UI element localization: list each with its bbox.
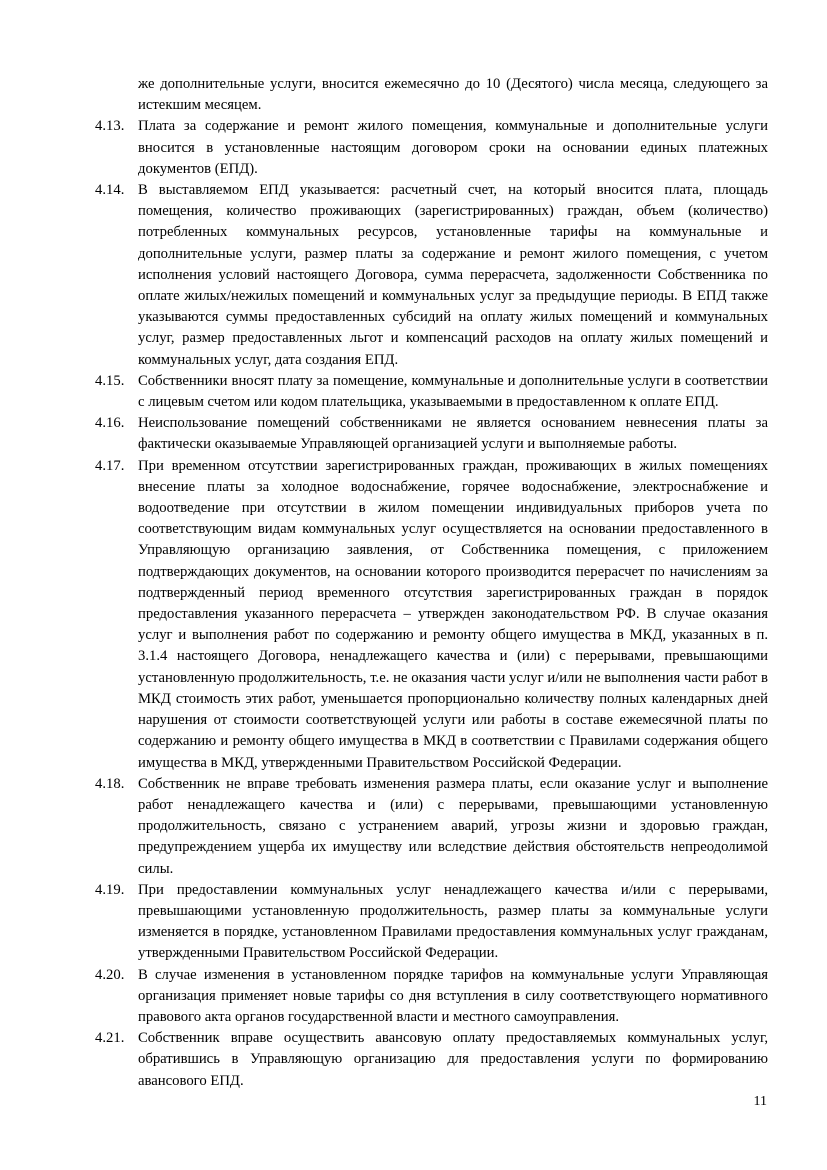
- clause-4-21: [0, 1028, 827, 1092]
- paragraph-text: же дополнительные услуги, вносится ежемесячно до 10 (Десятого) числа месяца, следующего за истекшим месяцем.: [138, 76, 768, 114]
- clause-4-16: [0, 413, 827, 455]
- clause-4-17: [0, 456, 827, 774]
- clause-4-20: [0, 965, 827, 1029]
- clause-4-18: [0, 774, 827, 880]
- clause-number: 4.17.: [95, 457, 125, 474]
- clause-number: 4.21.: [95, 1030, 125, 1047]
- page-number: 11: [753, 1094, 767, 1109]
- clause-number: 4.18.: [95, 775, 125, 792]
- clause-number: 4.19.: [95, 881, 125, 898]
- clause-number: 4.16.: [95, 415, 125, 432]
- clause-4-15: [0, 371, 827, 413]
- clause-text: Неиспользование помещений собственниками не является основанием невнесения платы за фактически оказываемые Управляющей организацией услуги и выполняемые работы.: [138, 415, 768, 453]
- clause-text: В случае изменения в установленном порядке тарифов на коммунальные услуги Управляющая организация применяет новые тарифы со дня вступления в силу соответствующего нормативного правового акта органов государственной власти и местного самоуправления.: [138, 966, 768, 1025]
- clause-number: 4.13.: [95, 118, 125, 135]
- clause-number: 4.20.: [95, 966, 125, 983]
- clause-4-13: [0, 116, 827, 180]
- clause-text: В выставляемом ЕПД указывается: расчетный счет, на который вносится плата, площадь помещения, количество проживающих (зарегистрированных) граждан, объем (количество) потребленных коммунальных ресурсов, установленные тарифы на коммунальные и дополнительные услуги, размер платы за содержание и ремонт жилого помещения, с учетом исполнения условий настоящего Договора, сумма перерасчета, задолженности Собственника по оплате жилых/нежилых помещений и коммунальных услуг за предыдущие периоды. В ЕПД также указываются суммы предоставленных субсидий на оплату жилых помещений и коммунальных услуг, размер предоставленных льгот и компенсаций расходов на оплату жилых помещений и коммунальных услуг, дата создания ЕПД.: [138, 182, 768, 368]
- clause-number: 4.14.: [95, 182, 125, 199]
- clause-text: Собственник не вправе требовать изменения размера платы, если оказание услуг и выполнение работ ненадлежащего качества и (или) с перерывами, превышающими установленную продолжительность, связано с устранением аварий, угрозы жизни и здоровью граждан, предупреждением ущерба их имуществу или вследствие действия обстоятельств непреодолимой силы.: [138, 775, 768, 877]
- clause-text: Собственник вправе осуществить авансовую оплату предоставляемых коммунальных услуг, обратившись в Управляющую организацию для предоставления услуги по формированию авансового ЕПД.: [138, 1030, 768, 1089]
- clause-4-19: [0, 880, 827, 965]
- clause-number: 4.15.: [95, 372, 125, 389]
- clause-text: Плата за содержание и ремонт жилого помещения, коммунальные и дополнительные услуги вносится в установленные настоящим договором сроки на основании единых платежных документов (ЕПД).: [138, 118, 768, 177]
- clause-text: При предоставлении коммунальных услуг ненадлежащего качества и/или с перерывами, превышающими установленную продолжительность, размер платы за коммунальные услуги изменяется в порядке, установленном Правилами предоставления коммунальных услуг гражданам, утвержденными Правительством Российской Федерации.: [138, 881, 768, 962]
- continuation-paragraph: [0, 74, 827, 116]
- clause-text: При временном отсутствии зарегистрированных граждан, проживающих в жилых помещениях внесение платы за холодное водоснабжение, горячее водоснабжение, электроснабжение и водоотведение при отсутствии в жилом помещении индивидуальных приборов учета по соответствующим видам коммунальных услуг осуществляется на основании предоставленного в Управляющую организацию заявления, от Собственника помещения, с приложением подтверждающих документов, на основании которого производится перерасчет по начислениям за подтвержденный период временного отсутствия зарегистрированных граждан в порядок предоставления указанного перерасчета – утвержден законодательством РФ. В случае оказания услуг и выполнения работ по содержанию и ремонту общего имущества в МКД, указанных в п. 3.1.4 настоящего Договора, ненадлежащего качества и (или) с перерывами, превышающими установленную продолжительность, т.е. не оказания части услуг и/или не выполнения части работ в МКД стоимость этих работ, уменьшается пропорционально количеству полных календарных дней нарушения от стоимости соответствующей услуги или работы в составе ежемесячной платы по содержанию и ремонту общего имущества в МКД в соответствии с Правилами содержания общего имущества в МКД, утвержденными Правительством Российской Федерации.: [138, 457, 768, 771]
- document-body: [0, 74, 827, 1092]
- clause-text: Собственники вносят плату за помещение, коммунальные и дополнительные услуги в соответствии с лицевым счетом или кодом плательщика, указываемыми в предоставленном к оплате ЕПД.: [138, 372, 768, 411]
- clause-4-14: [0, 180, 827, 371]
